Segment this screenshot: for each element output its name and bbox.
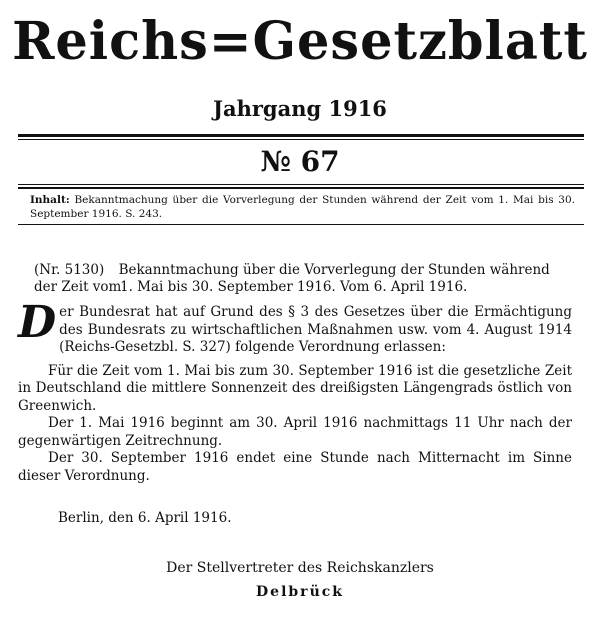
intro-paragraph: [18, 297, 572, 357]
announcement-title-line2: 1. Mai bis 30. September 1916. Vom 6. April 1916.: [120, 279, 468, 295]
paragraph-3: Der 30. September 1916 endet eine Stunde nach Mitternacht im Sinne dieser Verordnung.: [18, 450, 572, 484]
announcement-body: [18, 297, 572, 485]
paragraph-2: Der 1. Mai 1916 beginnt am 30. April 1916 nachmittags 11 Uhr nach der gegenwärtigen Zeitrechnung.: [18, 415, 572, 449]
drop-cap: D: [18, 297, 57, 348]
paragraph-1: Für die Zeit vom 1. Mai bis zum 30. September 1916 ist die gesetzliche Zeit in Deutschland die mittlere Sonnenzeit des dreißigsten Längengrads östlich von Greenwich.: [18, 362, 572, 414]
contents-box: [30, 193, 575, 221]
masthead-year: Jahrgang 1916: [213, 96, 387, 121]
rule-top-thin: [18, 139, 584, 140]
rule-contents-bottom: [18, 224, 584, 225]
contents-text: Bekanntmachung über die Vorverlegung der Stunden während der Zeit vom 1. Mai bis 30. September 1916. S. 243.: [30, 194, 576, 220]
closing-line: Berlin, den 6. April 1916.: [58, 510, 232, 526]
announcement-title-line1: Bekanntmachung über die Vorverlegung der Stunden während der Zeit vom: [34, 262, 550, 295]
rule-contents-top: [18, 184, 584, 185]
masthead-title: Reichs=Gesetzblatt: [12, 11, 588, 72]
rule-contents-top-thick: [18, 187, 584, 189]
issue-number: № 67: [260, 145, 340, 178]
rule-top-thick: [18, 134, 584, 137]
signatory-title: Der Stellvertreter des Reichskanzlers: [166, 560, 434, 576]
intro-text: er Bundesrat hat auf Grund des § 3 des Gesetzes über die Ermächtigung des Bundesrats zu wirtschaftlichen Maßnahmen usw. vom 4. August 1914 (Reichs-Gesetzbl. S. 327) folgende Verordnung erlassen:: [59, 304, 572, 355]
contents-label: Inhalt:: [30, 194, 70, 206]
signatory-name: Delbrück: [256, 584, 344, 600]
reference-number: (Nr. 5130): [34, 262, 105, 278]
